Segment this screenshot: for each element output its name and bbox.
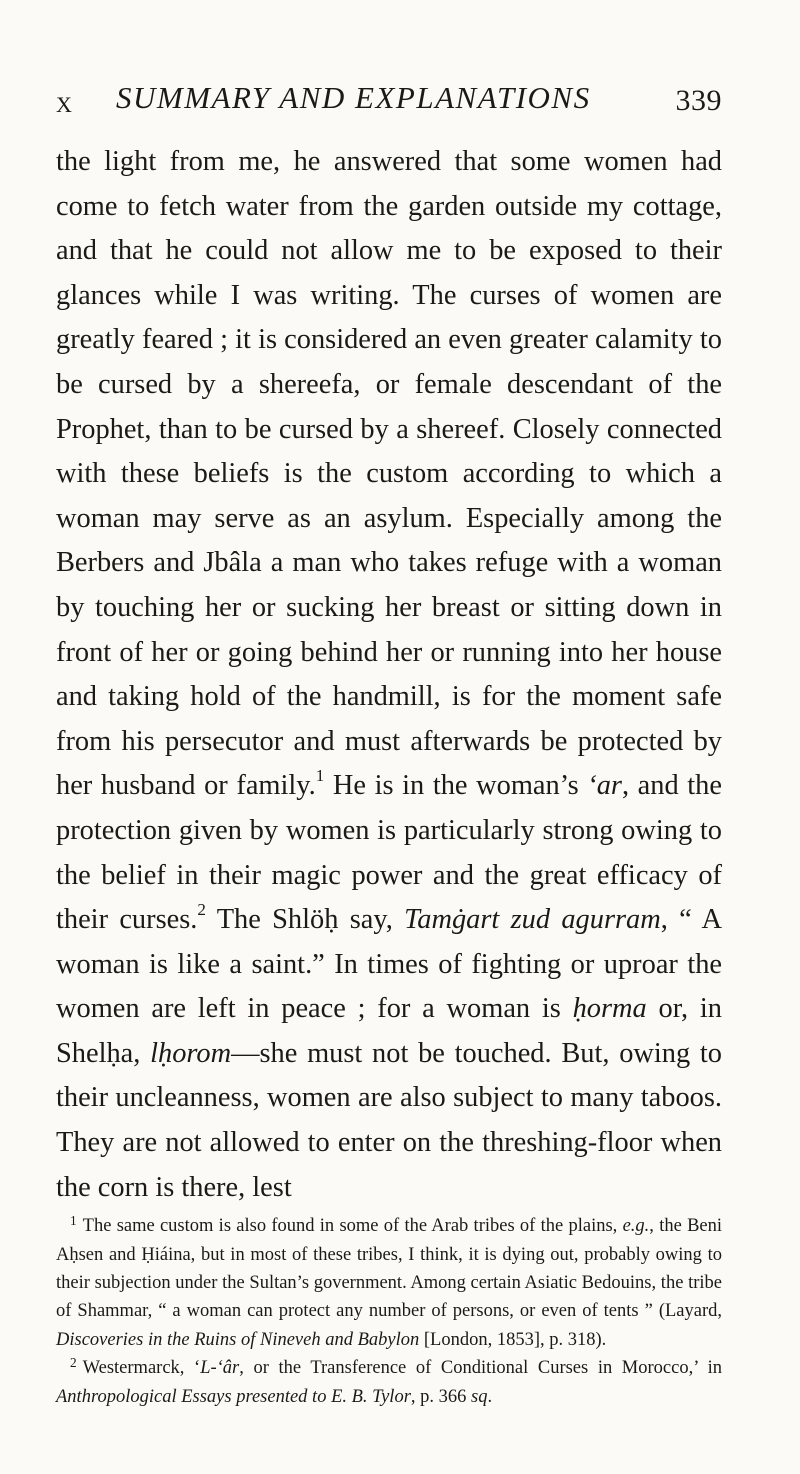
footnote-text: . <box>487 1386 493 1407</box>
footnote-book-title: Anthropological Essays presented to E. B. Tylor <box>56 1386 411 1407</box>
footnote-mark: 1 <box>70 1213 77 1229</box>
body-text-segment: He is in the woman’s <box>324 770 588 802</box>
footnote-text: , the Beni Aḥsen and Ḥiáina, but in most of these tribes, I think, it is dying out, probably owing to their subjection under the Sultan’s government. Among certain Asiatic Bedouins, the tribe of Shammar, “ a woman can protect any number of persons, or even of tents ” (Layard, <box>56 1216 723 1322</box>
body-text-segment: , “ A woman is like a saint.” In times of fighting or uproar the women are left in peace ; for a woman is <box>56 904 722 1025</box>
body-text-segment: —she must not be touched. But, owing to their uncleanness, women are also subject to many taboos. They are not allowed to enter on the threshing-floor when the corn is there, lest <box>56 1037 723 1203</box>
body-text-segment: The Shlöḥ say, <box>205 904 405 936</box>
running-header <box>56 80 722 140</box>
page-number: 339 <box>675 84 722 117</box>
italic-term: ‘ar <box>587 770 622 802</box>
running-title: SUMMARY AND EXPLANATIONS <box>116 80 591 115</box>
footnote-reference: 1 <box>315 766 325 786</box>
footnote-mark: 2 <box>70 1355 77 1371</box>
italic-term: Tamġart zud agurram <box>404 904 661 936</box>
body-text-segment: the light from me, he answered that some women had come to fetch water from the garden outside my cottage, and that he could not allow me to be exposed to their glances while I was writing. The curses of women are greatly feared ; it is considered an even greater calamity to be cursed by a shereefa, or female descendant of the Prophet, than to be cursed by a shereef. Closely connected with these beliefs is the custom according to which a woman may serve as an asylum. Especially among the Berbers and Jbâla a man who takes refuge with a woman by touching her or sucking her breast or sitting down in front of her or going behind her or running into her house and taking hold of the handmill, is for the moment safe from his persecutor and must afterwards be protected by her husband or family. <box>56 146 722 802</box>
italic-term: ḥorma <box>572 993 647 1025</box>
body-paragraph <box>56 140 722 1210</box>
footnote-text: Westermarck, ‘ <box>82 1358 201 1379</box>
footnote-italic: e.g. <box>622 1216 650 1237</box>
footnote-2 <box>56 1354 722 1411</box>
footnotes <box>56 1212 722 1411</box>
body-text-segment: or, in Shelḥa, <box>56 993 722 1069</box>
italic-term: lḥorom <box>150 1037 232 1069</box>
body-text-segment: , and the protection given by women is particularly strong owing to the belief in their magic power and the great efficacy of their curses. <box>56 770 722 936</box>
book-page <box>0 80 800 1474</box>
footnote-italic: L-‘âr <box>200 1358 240 1379</box>
footnote-1 <box>56 1212 722 1354</box>
footnote-text: , or the Transference of Conditional Curses in Morocco,’ in <box>239 1358 723 1379</box>
footnote-book-title: Discoveries in the Ruins of Nineveh and Babylon <box>56 1329 420 1350</box>
footnote-reference: 2 <box>197 900 206 920</box>
footnote-text: , p. 366 <box>410 1386 472 1407</box>
footnote-text: [London, 1853], p. 318). <box>419 1329 607 1350</box>
chapter-number: X <box>56 92 73 117</box>
footnote-text: The same custom is also found in some of the Arab tribes of the plains, <box>82 1216 623 1237</box>
footnote-italic: sq <box>471 1386 488 1407</box>
